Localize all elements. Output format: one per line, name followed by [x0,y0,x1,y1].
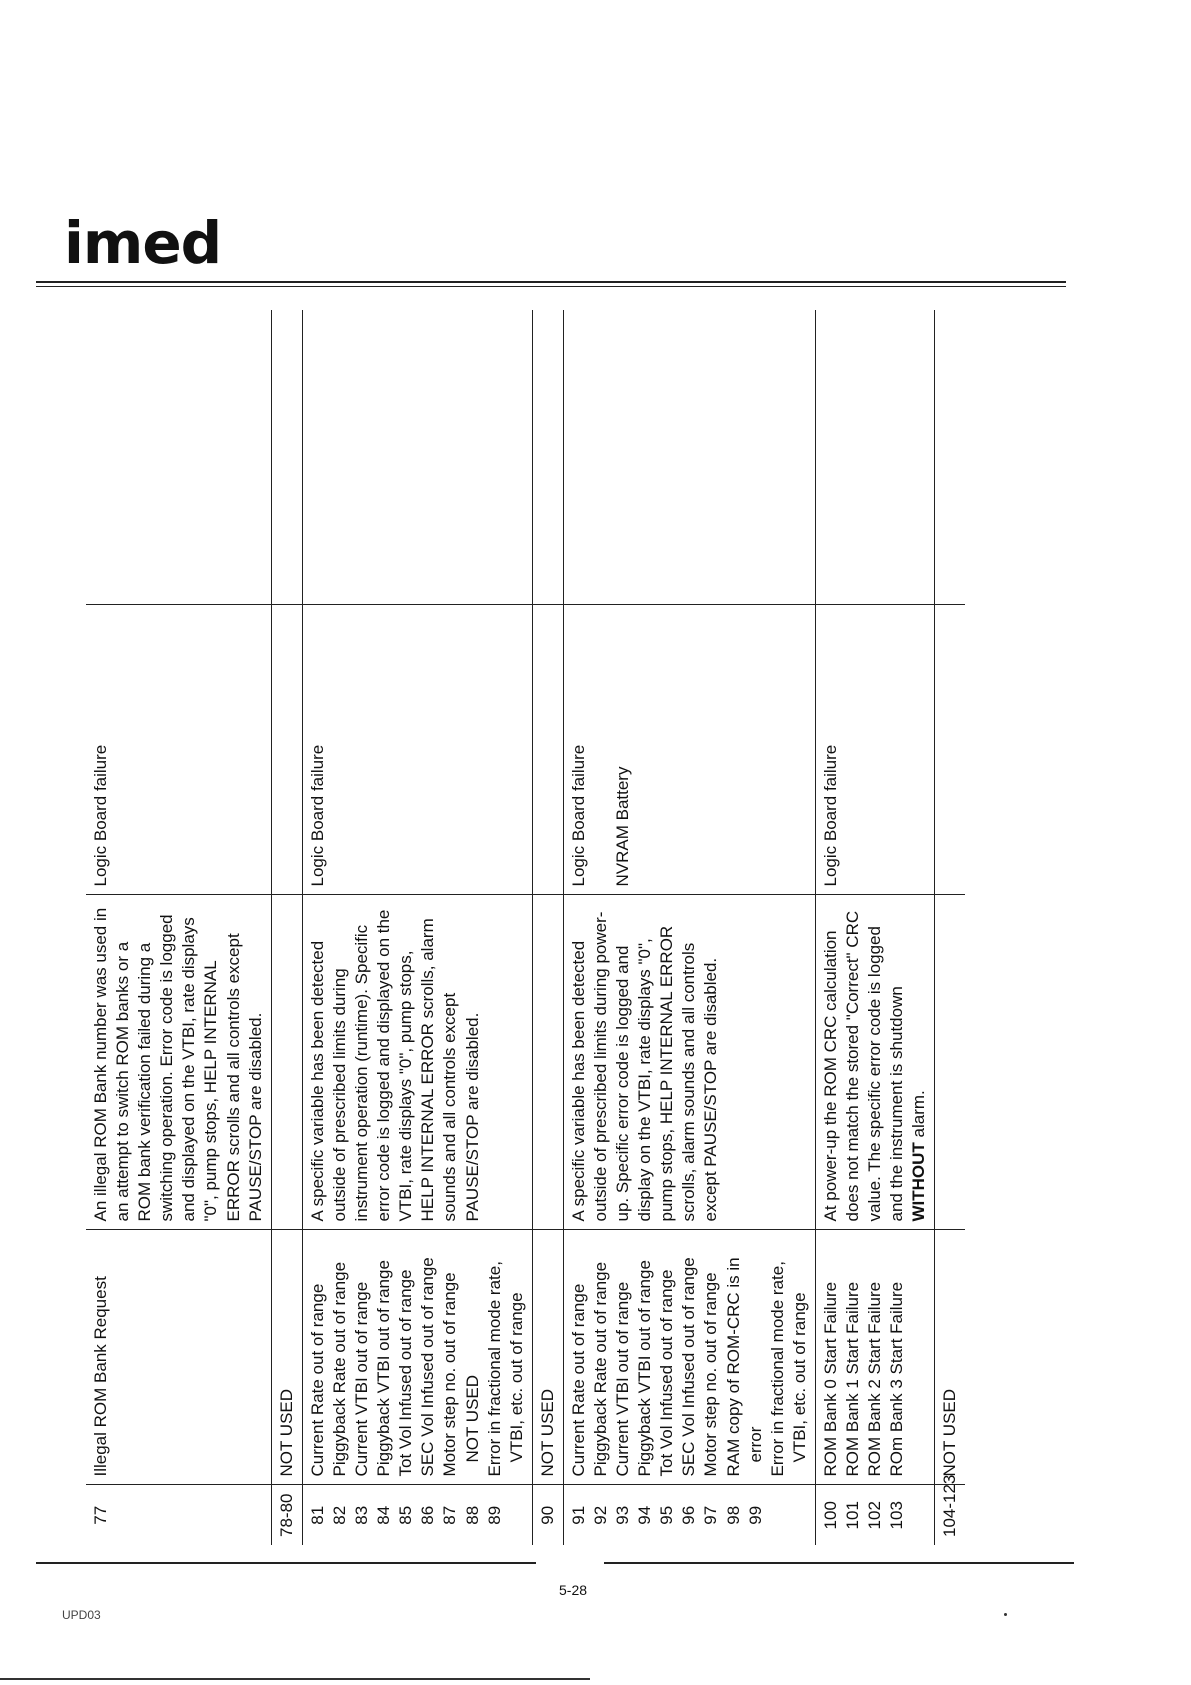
probable-cause-cell [302,605,532,895]
condition-cell [815,1230,934,1485]
condition-text: Tot Vol Infused out of range [396,1269,416,1477]
probable-cause-cell [86,605,271,895]
condition-text: Piggyback VTBI out of range [635,1260,655,1477]
condition-text: Error in fractional mode rate, [767,1261,787,1477]
table-row [302,310,532,1545]
doc-code: UPD03 [62,1608,101,1622]
table-row [86,310,271,1545]
empty-cell [302,310,532,605]
error-code-cell [815,1485,934,1545]
error-code-table [86,310,996,1545]
description-cell [815,895,934,1230]
probable-cause-cell [815,605,934,895]
condition-cell [86,1230,271,1485]
error-code: 96 [679,1505,699,1525]
condition-text: Error in fractional mode rate, [484,1261,504,1477]
condition-text: NOT USED [276,1388,296,1477]
error-code: 83 [352,1505,372,1525]
error-code: 86 [418,1505,438,1525]
condition-text: SEC Vol Infused out of range [679,1257,699,1477]
condition-text: NOT USED [462,1374,482,1463]
condition-cell [271,1230,302,1485]
error-code: 93 [613,1505,633,1525]
header-rule-thin [36,286,1066,287]
condition-cell [563,1230,815,1485]
empty-cell [563,310,815,605]
condition-text: NOT USED [940,1388,960,1477]
condition-text: Current VTBI out of range [352,1281,372,1477]
speck [1004,1613,1007,1616]
empty-cell [935,310,966,605]
description-text: An illegal ROM Bank number was used in an attempt to switch ROM banks or a ROM bank verification failed during a switching operation. Error code is logged and displayed on the VTBI, rate displays "0", pump stops, HELP INTERNAL ERROR scrolls and all controls except PAUSE/STOP are disabled. [91,907,265,1222]
error-code: 100 [820,1501,840,1530]
condition-text: Piggyback Rate out of range [590,1261,610,1477]
description-text: At power-up the ROM CRC calculation does not match the stored "Correct" CRC value. The specific error code is logged and the instrument is shutdown WITHOUT alarm. [820,910,929,1222]
empty-cell [86,310,271,605]
table-row [532,310,563,1545]
error-code: 97 [701,1505,721,1525]
error-code: 91 [568,1505,588,1525]
table-row [271,310,302,1545]
condition-text: Illegal ROM Bank Request [91,1276,110,1477]
probable-cause: Logic Board failure [820,744,840,887]
error-code: 87 [440,1505,460,1525]
error-code-cell [532,1485,563,1545]
condition-text: Piggyback VTBI out of range [374,1260,394,1477]
probable-cause-cell [271,605,302,895]
probable-cause-cell [532,605,563,895]
condition-text: Motor step no. out of range [701,1272,721,1477]
error-code: 90 [537,1505,557,1525]
condition-text: Tot Vol Infused out of range [657,1269,677,1477]
error-code: 77 [91,1505,110,1525]
table-row [815,310,934,1545]
error-code-cell [563,1485,815,1545]
footer-rule-right [604,1562,1074,1564]
condition-text: Current VTBI out of range [613,1281,633,1477]
condition-text: Piggyback Rate out of range [329,1261,349,1477]
bottom-rule [0,1678,590,1680]
probable-cause: Logic Board failure [91,744,110,887]
condition-text: RAM copy of ROM-CRC is in [723,1257,743,1477]
condition-cell [532,1230,563,1485]
description-cell [563,895,815,1230]
error-code: 98 [723,1505,743,1525]
probable-cause: Logic Board failure [568,744,588,887]
error-code: 88 [462,1505,482,1525]
description-text: A specific variable has been detected outside of prescribed limits during power-up. Specific error code is logged and display on the VTBI, rate displays "0", pump stops, HELP INTERNAL ERROR scrolls, alarm sounds and all controls except PAUSE/STOP are disabled. [568,911,721,1222]
condition-text: ROM Bank 0 Start Failure [820,1281,840,1477]
error-code: 82 [329,1505,349,1525]
error-code: 78-80 [276,1493,296,1537]
probable-cause: Logic Board failure [307,744,327,887]
table-row [563,310,815,1545]
empty-cell [532,310,563,605]
condition-cell [302,1230,532,1485]
error-code-cell [271,1485,302,1545]
empty-cell [271,310,302,605]
error-code-cell [86,1485,271,1545]
condition-text: NOT USED [537,1388,557,1477]
page-number: 5-28 [559,1582,588,1598]
error-code: 101 [843,1501,862,1530]
condition-text: ROm Bank 3 Start Failure [887,1281,907,1477]
error-code-cell [935,1474,966,1545]
error-code: 84 [374,1505,394,1525]
condition-cell [935,1230,966,1485]
error-code: 85 [396,1505,416,1525]
error-code: 104-123 [940,1474,960,1537]
error-code: 92 [590,1505,610,1525]
condition-text: Motor step no. out of range [440,1272,460,1477]
description-text: A specific variable has been detected outside of prescribed limits during instrument operation (runtime). Specific error code is logged and displayed on the VTBI, rate displays "0", pump stops, HELP INTERNAL ERROR scrolls, alarm sounds and all controls except PAUSE/STOP are disabled. [307,909,482,1222]
probable-cause-cell [935,605,966,895]
header-rule [36,281,1066,283]
probable-cause-cell [563,605,815,895]
condition-text: ROM Bank 2 Start Failure [865,1281,885,1477]
condition-text: VTBI, etc. out of range [789,1292,809,1463]
description-cell [302,895,532,1230]
condition-text: error [745,1426,765,1463]
description-cell [86,895,271,1230]
error-code: 103 [887,1501,907,1530]
condition-text: Current Rate out of range [568,1283,588,1477]
imed-logo: imed [64,209,222,277]
description-cell [532,895,563,1230]
condition-text: Current Rate out of range [307,1283,327,1477]
condition-text: VTBI, etc. out of range [506,1292,526,1463]
error-code: 94 [635,1505,655,1525]
error-code: 81 [307,1505,327,1525]
condition-text: ROM Bank 1 Start Failure [843,1281,862,1477]
error-code: 99 [745,1505,765,1525]
probable-cause: NVRAM Battery [612,766,632,887]
error-code: 89 [484,1505,504,1525]
condition-text: SEC Vol Infused out of range [418,1257,438,1477]
error-code-cell [302,1485,532,1545]
description-cell [935,895,966,1230]
empty-cell [815,310,934,605]
error-code: 95 [657,1505,677,1525]
description-cell [271,895,302,1230]
table-row [935,310,966,1545]
error-code: 102 [865,1501,885,1530]
footer-rule-left [36,1562,536,1564]
